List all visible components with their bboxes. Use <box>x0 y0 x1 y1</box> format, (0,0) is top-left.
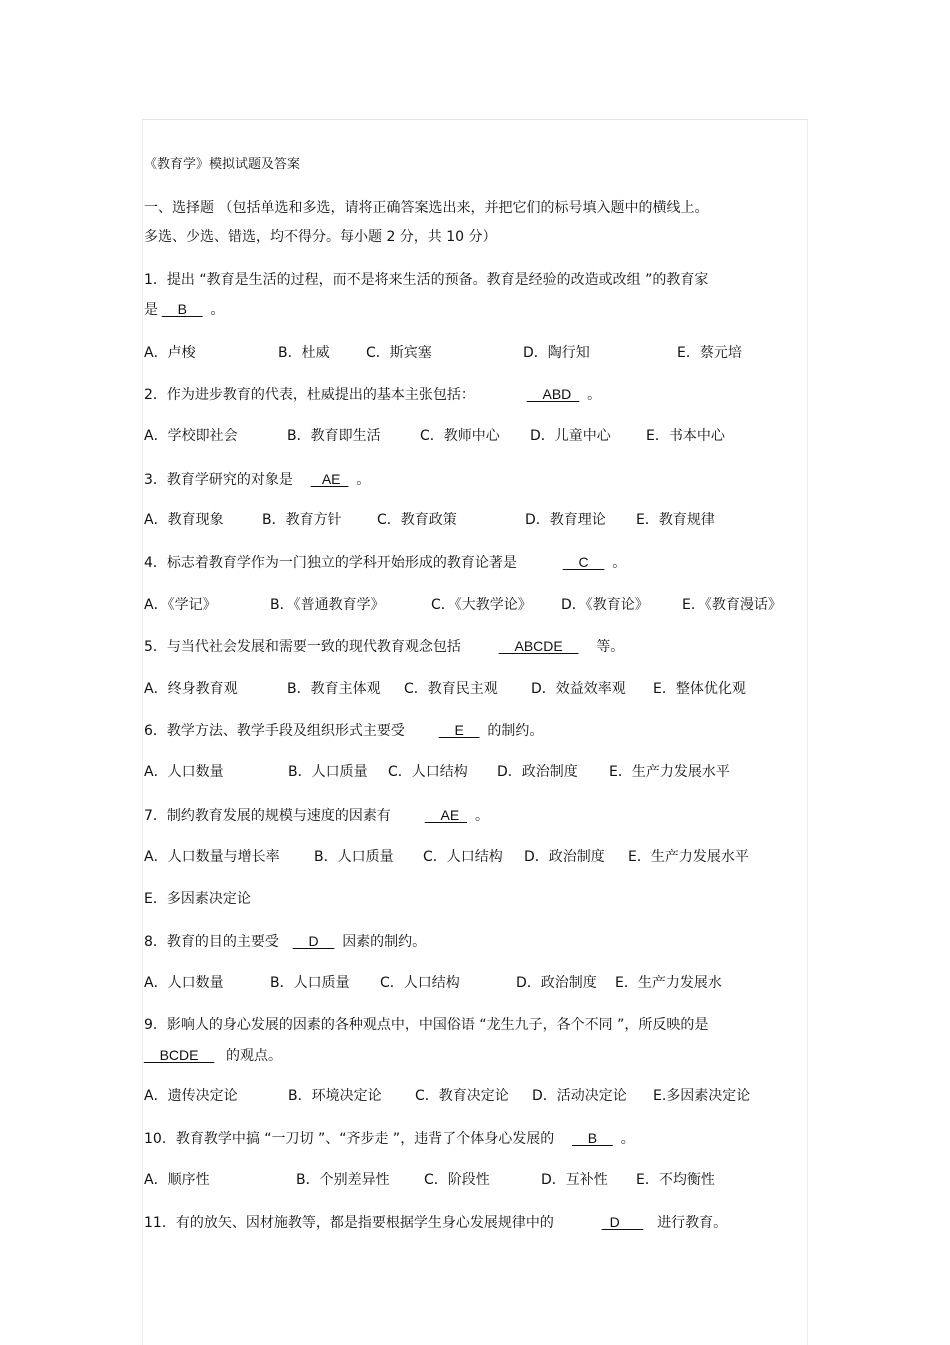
question-9-continued <box>144 1046 282 1065</box>
answer-blank: _D___ <box>601 1214 644 1230</box>
option-e: E．生产力发展水平 <box>609 764 730 780</box>
option-a: A．终身教育观 <box>144 681 238 697</box>
question-text: 有的放矢、因材施教等，都是指要根据学生身心发展规律中的 <box>175 1215 554 1231</box>
option-b: B．《普通教育学》 <box>270 597 385 613</box>
option-b: B．教育即生活 <box>287 428 381 444</box>
option-d: D．《教育论》 <box>561 597 649 613</box>
question-text: 教学方法、教学手段及组织形式主要受 <box>166 723 405 739</box>
question-number: 2． <box>144 387 167 403</box>
option-d: D．活动决定论 <box>532 1088 627 1104</box>
question-2 <box>144 385 601 404</box>
option-b: B．人口质量 <box>270 975 350 991</box>
question-number: 3． <box>144 472 167 488</box>
question-text: 制约教育发展的规模与速度的因素有 <box>166 808 391 824</box>
option-e: E.多因素决定论 <box>653 1088 751 1104</box>
option-a: A．人口数量 <box>144 975 224 991</box>
question-text: 是 <box>144 302 158 318</box>
answer-blank: __ABD_ <box>526 386 580 402</box>
option-b: B．个别差异性 <box>296 1172 390 1188</box>
option-c: C．阶段性 <box>424 1172 490 1188</box>
option-c: C．教育决定论 <box>415 1088 509 1104</box>
question-number: 8． <box>144 934 167 950</box>
option-a: A．《学记》 <box>144 597 217 613</box>
question-number: 1． <box>144 272 167 288</box>
question-text-after: 的观点。 <box>226 1048 283 1064</box>
question-number: 9． <box>144 1017 167 1033</box>
option-e: E．教育规律 <box>636 512 715 528</box>
option-b: B．教育方针 <box>262 512 342 528</box>
question-6 <box>144 721 543 740</box>
question-text-after: 。 <box>620 1131 635 1147</box>
question-text-after: 进行教育。 <box>657 1215 728 1231</box>
answer-blank: __BCDE__ <box>144 1047 215 1063</box>
question-text-after: 。 <box>587 387 602 403</box>
option-extra-line: E．多因素决定论 <box>144 891 251 907</box>
option-e: E．生产力发展水 <box>615 975 722 991</box>
question-text: 与当代社会发展和需要一致的现代教育观念包括 <box>166 639 461 655</box>
answer-blank: __B__ <box>162 301 203 317</box>
question-4 <box>144 553 626 572</box>
document-title: 《教育学》模拟试题及答案 <box>144 157 301 172</box>
question-number: 10． <box>144 1131 176 1147</box>
answer-blank: _ AE_ <box>310 471 349 487</box>
option-c: C．人口结构 <box>388 764 468 780</box>
option-b: B．人口质量 <box>288 764 368 780</box>
question-1-continued <box>144 300 224 319</box>
question-text: 标志着教育学作为一门独立的学科开始形成的教育论著是 <box>166 555 517 571</box>
question-text-after: 等。 <box>596 639 625 655</box>
option-e: E．生产力发展水平 <box>628 849 749 865</box>
question-text: 作为进步教育的代表，杜威提出的基本主张包括： <box>166 387 475 403</box>
question-number: 4． <box>144 555 167 571</box>
option-c: C．教育民主观 <box>404 681 498 697</box>
question-9 <box>144 1016 708 1034</box>
answer-blank: __E__ <box>438 722 480 738</box>
question-number: 7． <box>144 808 167 824</box>
option-a: A．顺序性 <box>144 1172 210 1188</box>
question-text-after: 的制约。 <box>487 723 544 739</box>
question-text: 教育教学中搞 “一刀切 ”、“齐步走 ”，违背了个体身心发展的 <box>175 1131 555 1147</box>
option-c: C．教师中心 <box>420 428 500 444</box>
answer-blank: __B__ <box>572 1130 613 1146</box>
option-d: D．教育理论 <box>525 512 606 528</box>
section-heading-line2: 多选、少选、错选，均不得分。每小题 2 分，共 10 分） <box>144 229 497 245</box>
option-b: B．教育主体观 <box>287 681 381 697</box>
option-d: D．政治制度 <box>516 975 597 991</box>
question-text-after: 。 <box>612 555 627 571</box>
option-e: E．书本中心 <box>646 428 725 444</box>
answer-blank: __AE_ <box>424 807 467 823</box>
question-3 <box>144 470 370 489</box>
question-text-after: 。 <box>210 302 225 318</box>
option-e: E．整体优化观 <box>653 681 746 697</box>
question-text: 提出 “教育是生活的过程，而不是将来生活的预备。教育是经验的改造或改组 ”的教育家 <box>166 272 709 288</box>
question-text-after: 。 <box>356 472 371 488</box>
question-1 <box>144 271 708 289</box>
answer-blank: __C__ <box>562 554 605 570</box>
answer-blank: __D__ <box>292 933 335 949</box>
question-11 <box>144 1213 727 1232</box>
question-number: 11． <box>144 1215 176 1231</box>
option-c: C．人口结构 <box>423 849 503 865</box>
section-heading-line1: 一、选择题 （包括单选和多选，请将正确答案选出来，并把它们的标号填入题中的横线上。 <box>144 200 709 216</box>
option-c: C．人口结构 <box>380 975 460 991</box>
option-a: A．卢梭 <box>144 345 196 361</box>
option-e: E．《教育漫话》 <box>682 597 782 613</box>
option-b: B．环境决定论 <box>288 1088 382 1104</box>
question-text: 教育的目的主要受 <box>166 934 279 950</box>
option-d: D．效益效率观 <box>531 681 626 697</box>
question-7 <box>144 806 489 825</box>
option-a: A．人口数量与增长率 <box>144 849 280 865</box>
question-5 <box>144 637 624 656</box>
option-c: C．教育政策 <box>377 512 457 528</box>
option-d: D．儿童中心 <box>530 428 611 444</box>
option-a: A．教育现象 <box>144 512 224 528</box>
option-b: B．人口质量 <box>314 849 394 865</box>
option-b: B．杜威 <box>278 345 330 361</box>
option-d: D．政治制度 <box>524 849 605 865</box>
option-e: E．蔡元培 <box>677 345 742 361</box>
question-8 <box>144 932 426 951</box>
option-c: C．《大教学论》 <box>431 597 532 613</box>
option-d: D．政治制度 <box>497 764 578 780</box>
question-text: 教育学研究的对象是 <box>166 472 293 488</box>
question-text: 影响人的身心发展的因素的各种观点中，中国俗语 “龙生九子，各个不同 ”，所反映的是 <box>166 1017 709 1033</box>
question-10 <box>144 1129 635 1148</box>
question-text-after: 因素的制约。 <box>342 934 427 950</box>
option-a: A．遗传决定论 <box>144 1088 238 1104</box>
option-a: A．人口数量 <box>144 764 224 780</box>
question-number: 6． <box>144 723 167 739</box>
option-d: D．陶行知 <box>523 345 590 361</box>
question-text-after: 。 <box>474 808 489 824</box>
question-number: 5． <box>144 639 167 655</box>
option-d: D．互补性 <box>541 1172 608 1188</box>
option-a: A．学校即社会 <box>144 428 238 444</box>
option-e: E．不均衡性 <box>636 1172 715 1188</box>
answer-blank: __ABCDE__ <box>498 638 579 654</box>
option-c: C．斯宾塞 <box>366 345 432 361</box>
